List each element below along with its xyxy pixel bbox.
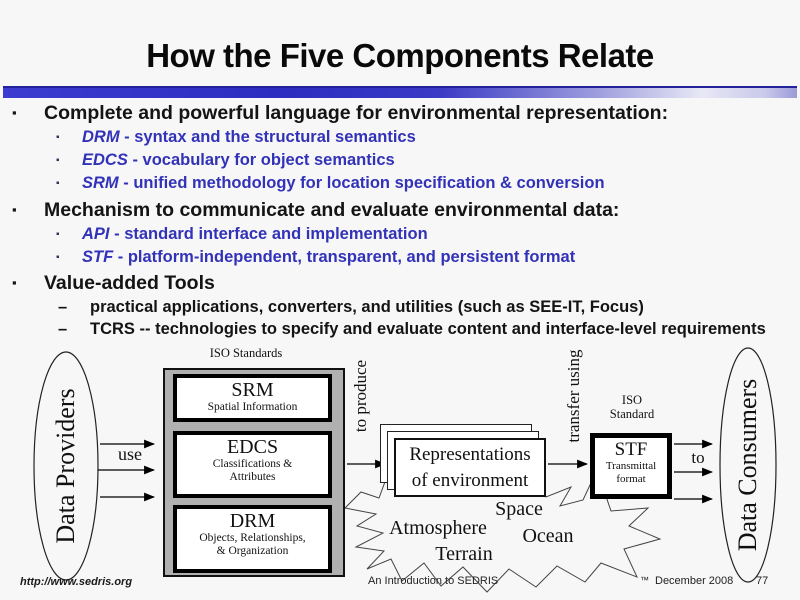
footer-course-title: An Introduction to SEDRIS (368, 575, 499, 587)
iso-standard-label-line: ISO (621, 393, 643, 407)
to-produce-label: to produce (351, 359, 370, 433)
iso-standard-label (597, 393, 667, 421)
bullet-text: practical applications, converters, and utilities (such as SEE-IT, Focus) (90, 298, 644, 316)
acronym: API (82, 225, 110, 243)
bullet-rest: - platform-independent, transparent, and persistent format (117, 248, 576, 266)
bullet-rest: - standard interface and implementation (114, 225, 428, 243)
data-consumers-label: Data Consumers (733, 378, 762, 552)
stf-box-title: STF (614, 439, 648, 460)
drm-box-subtitle: & Organization (216, 545, 289, 557)
slide-title: How the Five Components Relate (146, 37, 654, 74)
bullet-rest: - syntax and the structural semantics (124, 128, 416, 146)
footer-page-number: 77 (756, 575, 769, 587)
acronym: DRM (82, 128, 120, 146)
environment-atmosphere-label: Atmosphere (389, 517, 487, 539)
footer-date-text: December 2008 (655, 575, 734, 587)
bullet-dot-icon: ▪ (12, 105, 17, 120)
to-label: to (691, 448, 705, 467)
trademark-symbol: ™ (640, 575, 649, 585)
stf-box (590, 433, 672, 499)
edcs-box-subtitle: Attributes (229, 471, 276, 483)
bullet-text: Complete and powerful language for environmental representation: (44, 102, 669, 124)
bullet-text: Value-added Tools (44, 272, 215, 294)
transfer-using-label: transfer using (564, 349, 583, 443)
footer-date (640, 575, 733, 587)
bullet-dot-icon: ▪ (12, 202, 17, 217)
environment-space-label: Space (495, 498, 543, 520)
environment-terrain-label: Terrain (435, 543, 493, 565)
environment-ocean-label: Ocean (522, 525, 574, 547)
stf-box-subtitle: Transmittal (605, 460, 657, 472)
footer-url: http://www.sedris.org (20, 576, 133, 588)
drm-box (173, 505, 332, 573)
stf-box-subtitle: format (616, 473, 646, 485)
iso-standards-label: ISO Standards (209, 346, 283, 360)
srm-box-subtitle: Spatial Information (207, 401, 298, 413)
acronym: STF (82, 248, 114, 266)
drm-box-subtitle: Objects, Relationships, (199, 532, 306, 544)
representations-text: of environment (411, 470, 529, 491)
edcs-box-title: EDCS (226, 436, 279, 458)
representations-box (394, 438, 546, 497)
bullet-rest: - vocabulary for object semantics (132, 151, 395, 169)
bullet-dot-icon: ▪ (56, 178, 60, 189)
bullet-dot-icon: ▪ (56, 132, 60, 143)
srm-box (173, 374, 332, 422)
bullet-dot-icon: ▪ (56, 252, 60, 263)
dash-bullet-icon: – (58, 320, 68, 338)
acronym: SRM (82, 174, 119, 192)
bullet-rest: - unified methodology for location specification & conversion (123, 174, 605, 192)
srm-box-title: SRM (231, 379, 274, 401)
drm-box-title: DRM (229, 510, 276, 532)
dash-bullet-icon: – (58, 298, 68, 316)
bullet-text: Mechanism to communicate and evaluate environmental data: (44, 199, 620, 221)
bullet-dot-icon: ▪ (56, 229, 60, 240)
bullet-dot-icon: ▪ (56, 155, 60, 166)
bullet-dot-icon: ▪ (12, 275, 17, 290)
edcs-box-subtitle: Classifications & (212, 458, 293, 470)
representations-text: Representations (409, 444, 531, 465)
edcs-box (173, 431, 332, 498)
bullet-text: TCRS -- technologies to specify and evaluate content and interface-level requirements (90, 320, 766, 338)
data-providers-label: Data Providers (51, 388, 80, 544)
use-label: use (118, 444, 142, 464)
acronym: EDCS (82, 151, 128, 169)
iso-standard-label-line: Standard (609, 407, 655, 421)
